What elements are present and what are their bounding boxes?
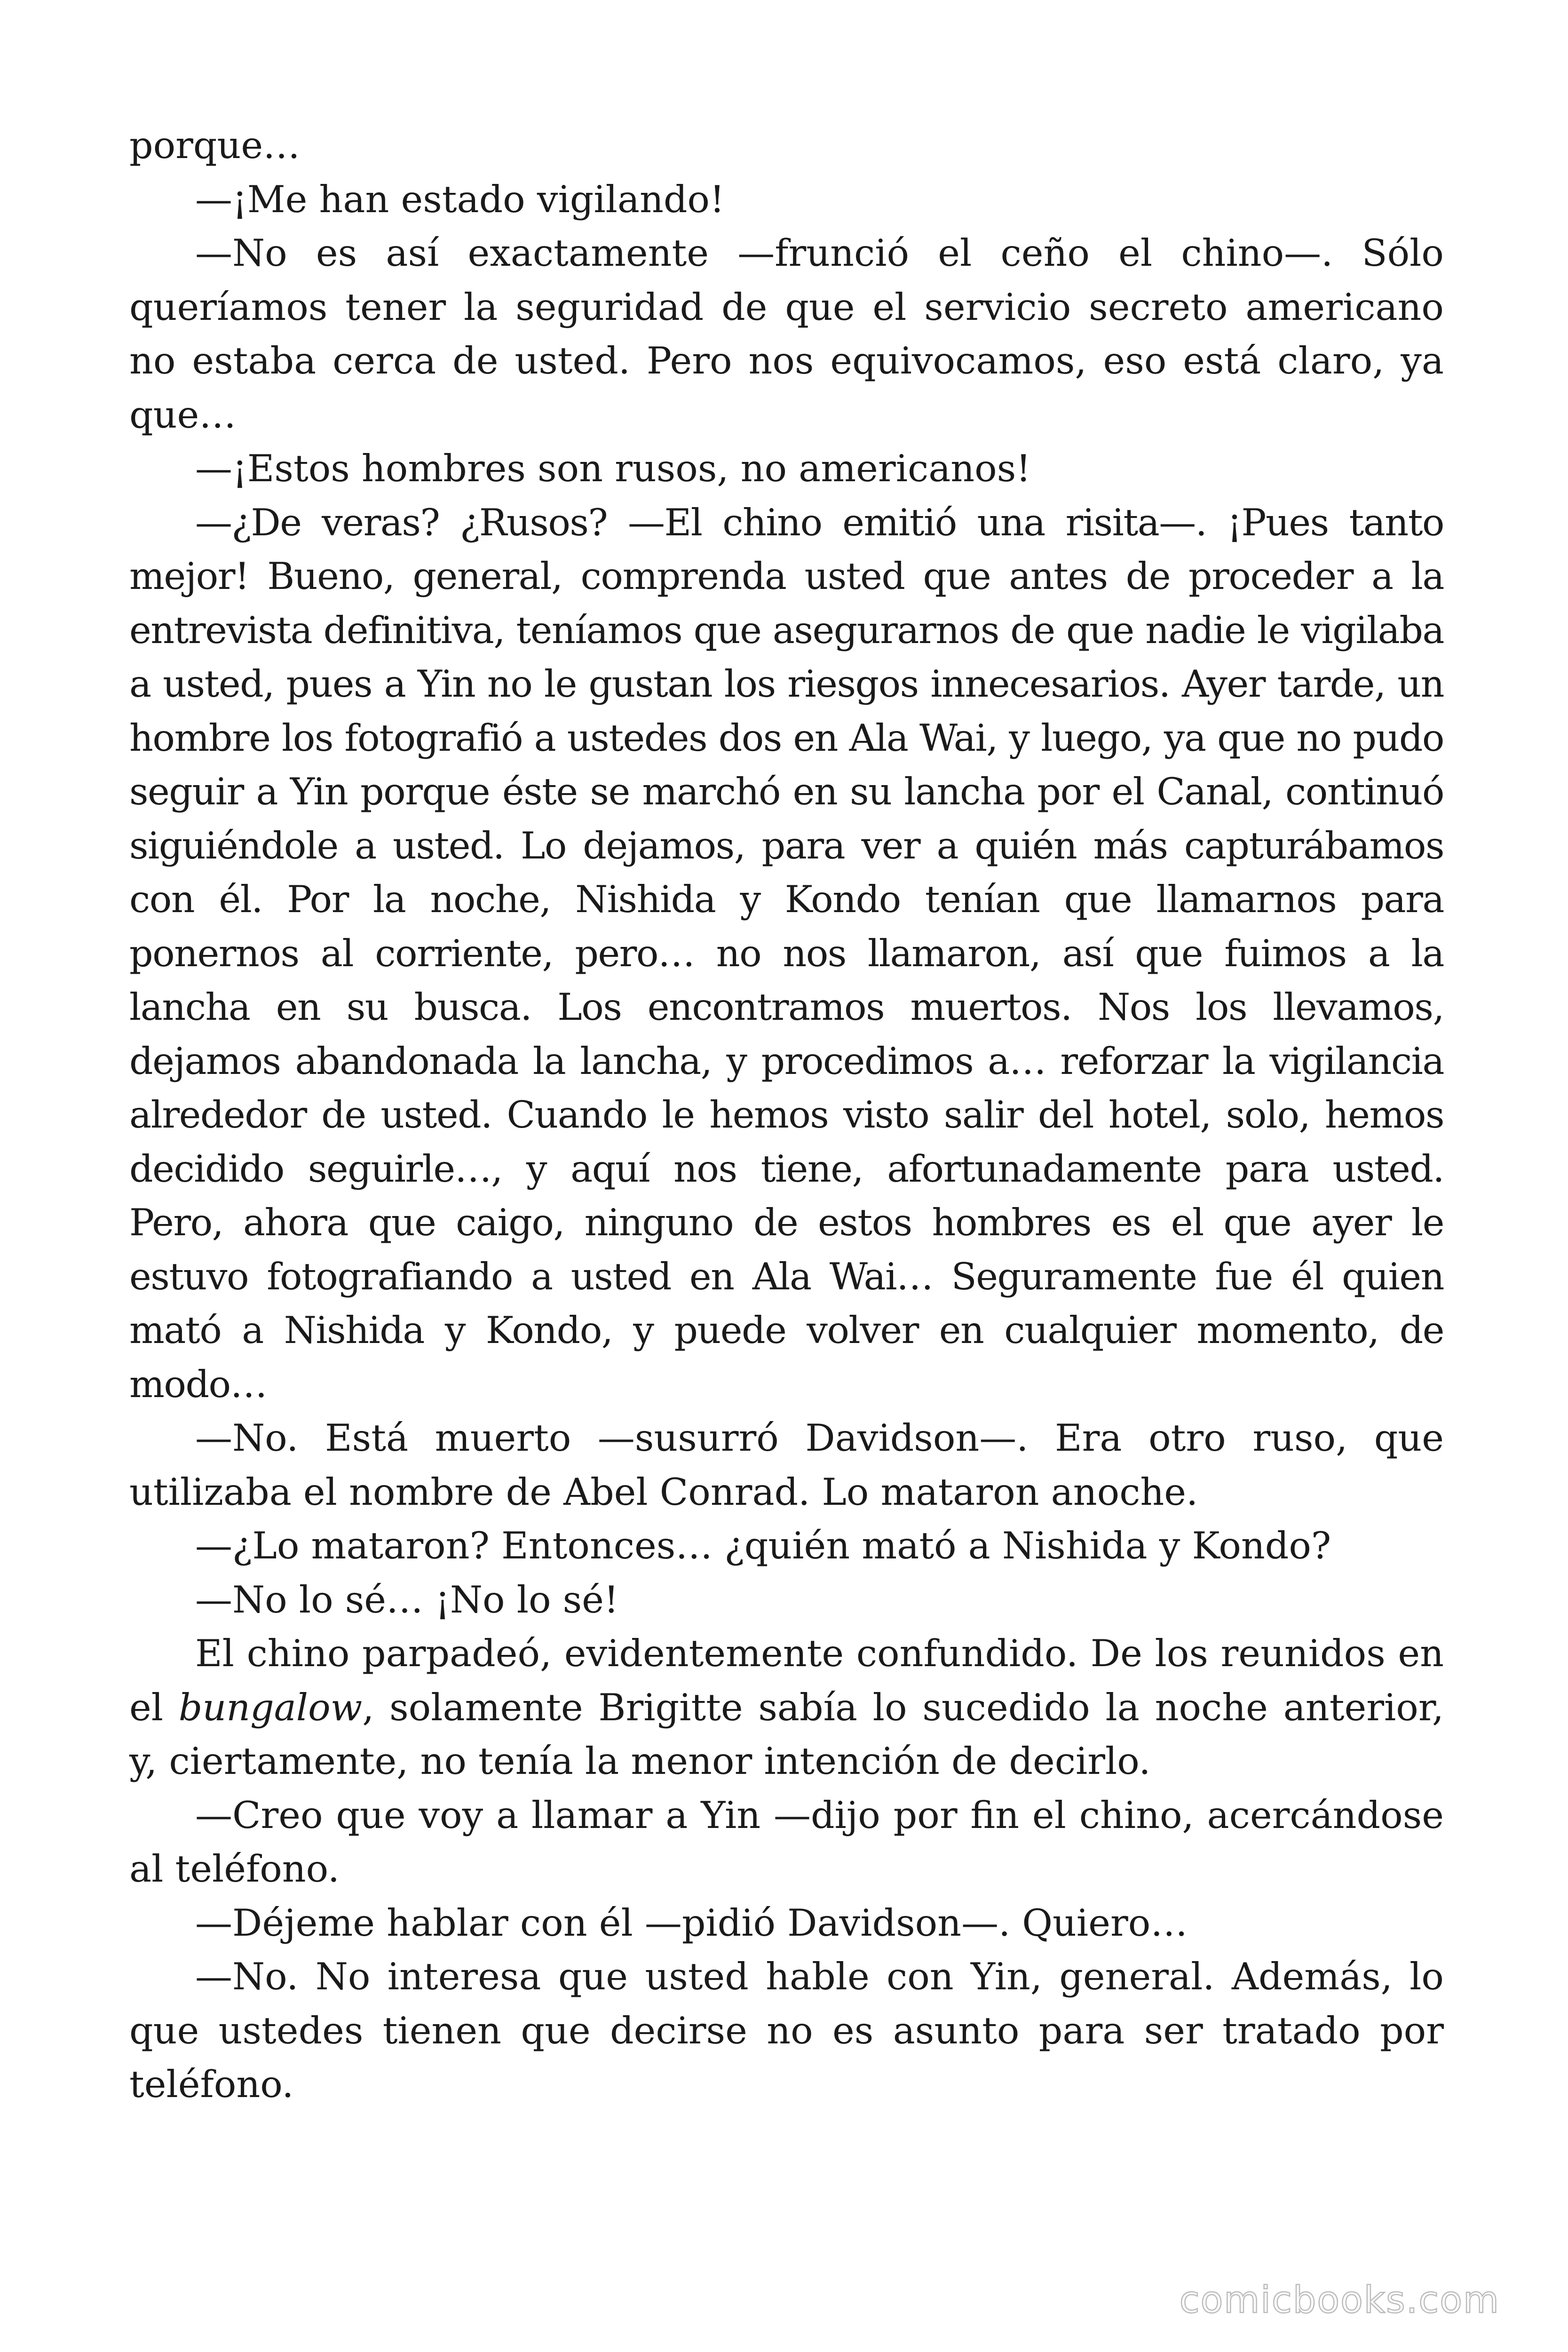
paragraph: —¿De veras? ¿Rusos? —El chino emitió una risita—. ¡Pues tanto mejor! Bueno, general, comprenda usted que antes de proceder a la entrevista definitiva, teníamos que asegurarnos de que nadie le vigilaba a usted, pues a Yin no le gustan los riesgos innecesarios. Ayer tarde, un hombre los fotografió a ustedes dos en Ala Wai, y luego, ya que no pudo seguir a Yin porque éste se marchó en su lancha por el Canal, continuó siguiéndole a usted. Lo dejamos, para ver a quién más capturábamos con él. Por la noche, Nishida y Kondo tenían que llamarnos para ponernos al corriente, pero… no nos llamaron, así que fuimos a la lancha en su busca. Los encontramos muertos. Nos los llevamos, dejamos abandonada la lancha, y procedimos a… reforzar la vigilancia alrededor de usted. Cuando le hemos visto salir del hotel, solo, hemos decidido seguirle…, y aquí nos tiene, afortunadamente para usted. Pero, ahora que caigo, ninguno de estos hombres es el que ayer le estuvo fotografiando a usted en Ala Wai… Seguramente fue él quien mató a Nishida y Kondo, y puede volver en cualquier momento, de modo… bbox=[129, 501, 1444, 1406]
paragraph: —Creo que voy a llamar a Yin —dijo por fin el chino, acercándose al teléfono. bbox=[129, 1793, 1444, 1891]
paragraph: —Déjeme hablar con él —pidió Davidson—. Quiero… bbox=[195, 1901, 1188, 1945]
watermark: comicbooks.com bbox=[1179, 2279, 1500, 2321]
paragraph: —No lo sé… ¡No lo sé! bbox=[195, 1578, 619, 1621]
book-page-text bbox=[129, 119, 1444, 2112]
paragraph: —¡Me han estado vigilando! bbox=[195, 177, 725, 221]
paragraph: —¡Estos hombres son rusos, no americanos! bbox=[195, 447, 1031, 490]
paragraph: —No. Está muerto —susurró Davidson—. Era otro ruso, que utilizaba el nombre de Abel Conrad. Lo mataron anoche. bbox=[129, 1416, 1444, 1514]
paragraph-text: El chino parpadeó, evidentemente confundido. De los reunidos en el bbox=[129, 1632, 1444, 1729]
paragraph: —¿Lo mataron? Entonces… ¿quién mató a Nishida y Kondo? bbox=[195, 1524, 1331, 1567]
paragraph-text: , solamente Brigitte sabía lo sucedido la noche anterior, y, ciertamente, no tenía la menor intención de decirlo. bbox=[129, 1685, 1444, 1783]
paragraph: —No. No interesa que usted hable con Yin, general. Además, lo que ustedes tienen que decirse no es asunto para ser tratado por teléfono. bbox=[129, 1955, 1444, 2106]
paragraph bbox=[129, 1627, 1444, 1788]
paragraph: porque… bbox=[129, 124, 301, 167]
italic-word: bungalow bbox=[178, 1685, 363, 1729]
paragraph: —No es así exactamente —frunció el ceño el chino—. Sólo queríamos tener la seguridad de que el servicio secreto americano no estaba cerca de usted. Pero nos equivocamos, eso está claro, ya que… bbox=[129, 231, 1444, 437]
